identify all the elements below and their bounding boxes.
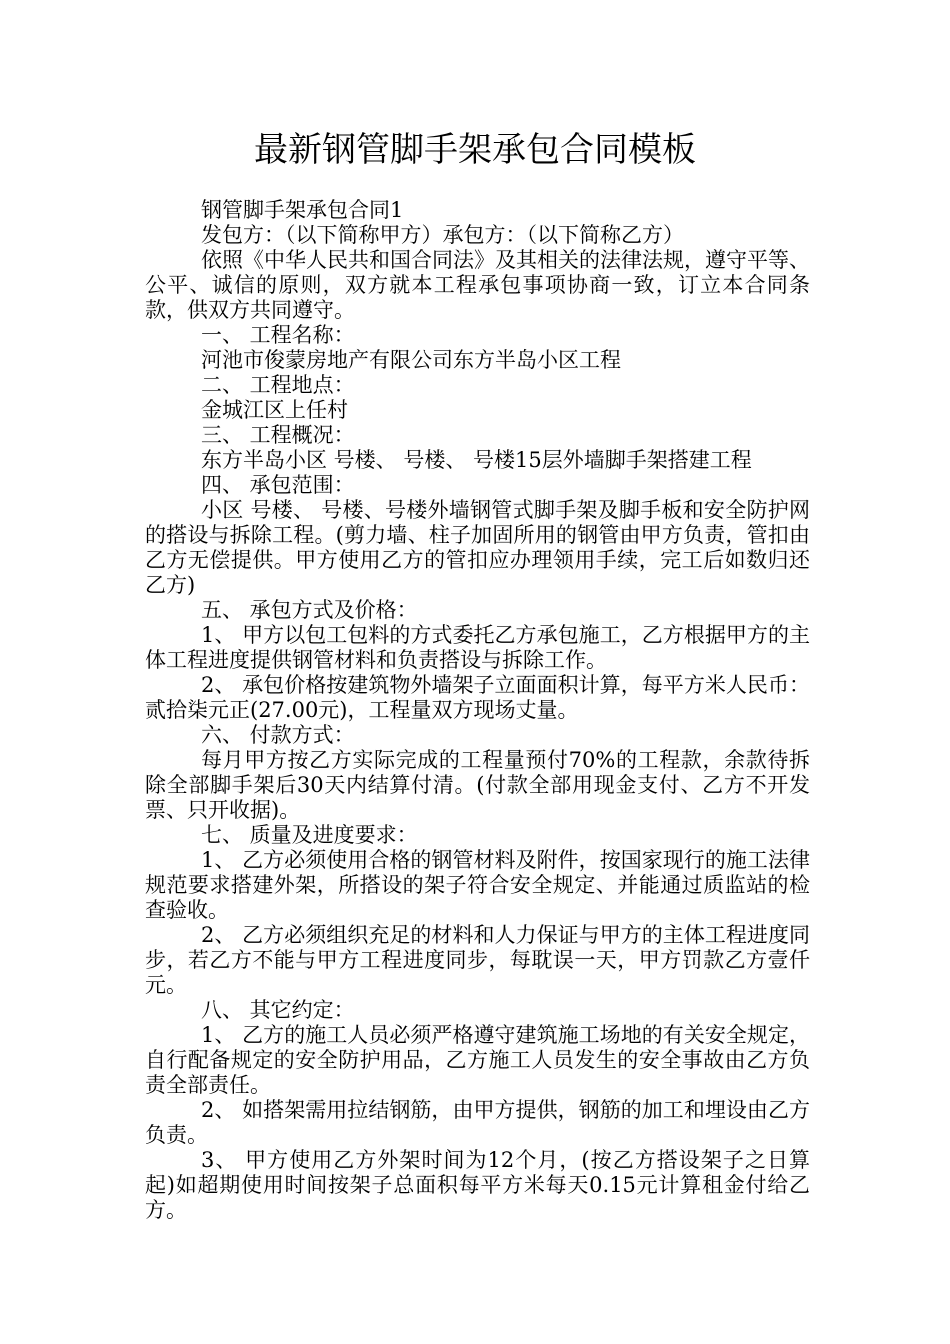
paragraph-project-location: 金城江区上任村: [201, 398, 348, 422]
section-heading-other-terms: 八、 其它约定：: [201, 998, 355, 1022]
paragraph-method-2: 2、 承包价格按建筑物外墙架子立面面积计算，每平方米人民币：贰拾柒元正(27.00元)，工程量双方现场丈量。: [145, 673, 810, 722]
paragraph-project-overview: 东方半岛小区 号楼、 号楼、 号楼15层外墙脚手架搭建工程: [201, 448, 752, 472]
paragraph-quality-1: 1、 乙方必须使用合格的钢管材料及附件，按国家现行的施工法律规范要求搭建外架，所搭设的架子符合安全规定、并能通过质监站的检查验收。: [145, 848, 810, 922]
section-heading-method-price: 五、 承包方式及价格：: [201, 598, 418, 622]
section-heading-scope: 四、 承包范围：: [201, 473, 355, 497]
paragraph-payment: 每月甲方按乙方实际完成的工程量预付70%的工程款，余款待拆除全部脚手架后30天内结算付清。(付款全部用现金支付、乙方不开发票、只开收据)。: [145, 748, 810, 822]
section-heading-quality-schedule: 七、 质量及进度要求：: [201, 823, 418, 847]
paragraph-other-3: 3、 甲方使用乙方外架时间为12个月，(按乙方搭设架子之日算起)如超期使用时间按架子总面积每平方米每天0.15元计算租金付给乙方。: [145, 1148, 810, 1222]
paragraph-method-1: 1、 甲方以包工包料的方式委托乙方承包施工，乙方根据甲方的主体工程进度提供钢管材料和负责搭设与拆除工作。: [145, 623, 810, 672]
document-title: 最新钢管脚手架承包合同模板: [254, 130, 696, 170]
paragraph-project-name: 河池市俊蒙房地产有限公司东方半岛小区工程: [201, 348, 621, 372]
section-heading-project-overview: 三、 工程概况：: [201, 423, 355, 447]
section-heading-project-location: 二、 工程地点：: [201, 373, 355, 397]
section-heading-project-name: 一、 工程名称：: [201, 323, 355, 347]
paragraph-parties: 发包方：（以下简称甲方）承包方：（以下简称乙方）: [201, 223, 684, 247]
paragraph-other-2: 2、 如搭架需用拉结钢筋，由甲方提供，钢筋的加工和埋设由乙方负责。: [145, 1098, 810, 1147]
paragraph-contract-heading: 钢管脚手架承包合同1: [201, 198, 404, 222]
paragraph-scope: 小区 号楼、 号楼、号楼外墙钢管式脚手架及脚手板和安全防护网的搭设与拆除工程。(剪力墙、柱子加固所用的钢管由甲方负责，管扣由乙方无偿提供。甲方使用乙方的管扣应办理领用手续，完工后如数归还乙方): [145, 498, 810, 597]
section-heading-payment: 六、 付款方式：: [201, 723, 355, 747]
document-body: [145, 198, 810, 1223]
paragraph-preamble: 依照《中华人民共和国合同法》及其相关的法律法规，遵守平等、公平、诚信的原则，双方就本工程承包事项协商一致，订立本合同条款，供双方共同遵守。: [145, 248, 810, 322]
paragraph-quality-2: 2、 乙方必须组织充足的材料和人力保证与甲方的主体工程进度同步，若乙方不能与甲方工程进度同步，每耽误一天，甲方罚款乙方壹仟元。: [145, 923, 810, 997]
paragraph-other-1: 1、 乙方的施工人员必须严格遵守建筑施工场地的有关安全规定，自行配备规定的安全防护用品，乙方施工人员发生的安全事故由乙方负责全部责任。: [145, 1023, 810, 1097]
